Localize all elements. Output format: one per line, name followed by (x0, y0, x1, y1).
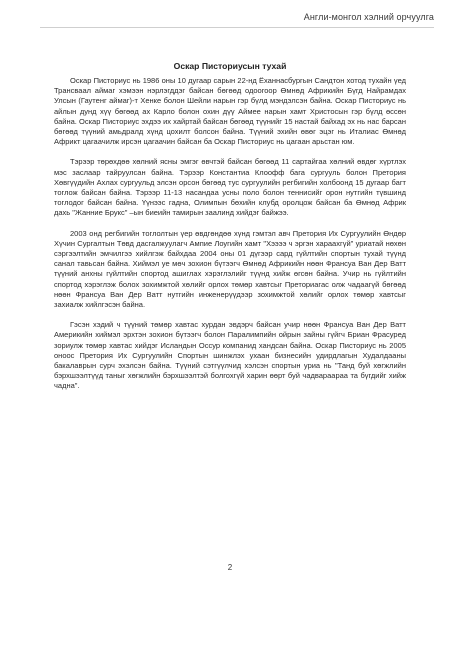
document-title: Оскар Писториусын тухай (173, 61, 287, 71)
page-number: 2 (227, 563, 233, 572)
document-body (54, 76, 406, 402)
paragraph: 2003 онд регбигийн тоглолтын үер өвдгөндөө хүнд гэмтэл авч Претория Их Сургуулийн Өндөр Хүчин Сургалтын Төвд дасгалжуулагч Ампие Лоугийн хамт "Хээээ ч эргэн хараахгүй" уриатай нөхөн сэргээлтийн эмчилгээ хийлгэж байхдаа 2004 оны 01 дүгээр сард гүйлтийн спортын тухай түүнд санал тавьсан байна. Хиймэл уе мөч зохион бүтээгч Өмнөд Африкийн нөөн Франсуа Ван Дер Ватт түүний анхны гүйлтийн спортод ашиглах хэрэглэлийг түүнд хийж өгсөн байна. Учир нь гүйлтийн спортод хэрэглэж болох зохимжтой хөлийг орлох төмөр хавтсыг Преториагас олж чадаагүй бөгөөд нөөн Франсуа Ван Дер Ватт нутгийн инженерүүдээр зохимжтой хөлийг орлох төмөр хавтсыг захиалж хийлгэсэн байна. (54, 228, 406, 310)
running-header: Англи-монгол хэлний орчуулга (303, 12, 434, 22)
paragraph: Оскар Писториус нь 1986 оны 10 дугаар сарын 22-нд Ёханнасбургын Сандтон хотод тухайн үед Трансваал аймаг хэмээн нэрлэгддэг байсан бөгөөд одоогоор Өмнөд Африкийн Бүгд Найрамдах Улсын (Гаутенг аймаг)-т Хенке болон Шейли нарын гэр бүлд мэндэлсэн байна. Оскар Писториус нь айлын дунд хүү бөгөөд ах Карло болон охин дүү Аймее нарын хамт Христосын гэр бүлд өссөн байна. Оскар Писториус эхдээ их хайртай байсан бөгөөд түүнийг 15 настай байхад эх нь нас барсан бөгөөд түүний амьдралд хүнд цохилт болсон байна. Түүний эхийн өвөг эцэг нь Италиас Өмнөд Африкт цагаачилж ирсэн цагаачин байсан ба Оскар Писториус нь цагаан арьстан юм. (54, 76, 406, 147)
paragraph: Гэсэн хэдий ч түүний төмөр хавтас хурдан эвдэрч байсан учир нөөн Франсуа Ван Дер Ватт Америкийн хиймэл эрхтэн зохион бүтээгч болон Паралимпийн ойрын зайны гүйгч Бриан Фрасуред зориулж төмөр хавтас хийдэг Исландын Оссур компанид хандсан байна. Оскар Писториус нь 2005 оноос Претория Их Сургуулийн Спортын шинжлэх ухаан бизнесийн удирдлагын Худалдааны бакалаврын сурч эхэлсэн байна. Түүний сэтгүүлчид хэлсэн спортын уриа нь "Танд буй хөгжлийн бэрхшээлтүүд таныг хөгжлийн бэрхшээлтэй болгохгүй харин өөрт буй чадвараараа та бүгдийг хийж чадна". (54, 320, 406, 391)
header-divider (40, 27, 434, 28)
paragraph: Тэрээр төрөхдөө хөлний ясны эмгэг өвчтэй байсан бөгөөд 11 сартайгаа хөлний өвдөг хүртлэх мэс заслаар тайруулсан байна. Тэрээр Константиа Клоофф бага сургууль болон Претория Хөвгүүдийн Ахлах сургуульд элсэн орсон бөгөөд тус сургуулийн регбигийн холбоонд 15 дугаар багт тоглож байсан байна. Тэрээр 11-13 насандаа усны поло болон теннисийг орон нутгийн түвшинд тоглодог байсан байна. Үүнээс гадна, Олимпын бөхийн клубд оролцож байсан ба Өмнөд Африк дахь "Жанние Брукс" –ын биеийн тамирын заалинд хийдэг байжээ. (54, 157, 406, 218)
